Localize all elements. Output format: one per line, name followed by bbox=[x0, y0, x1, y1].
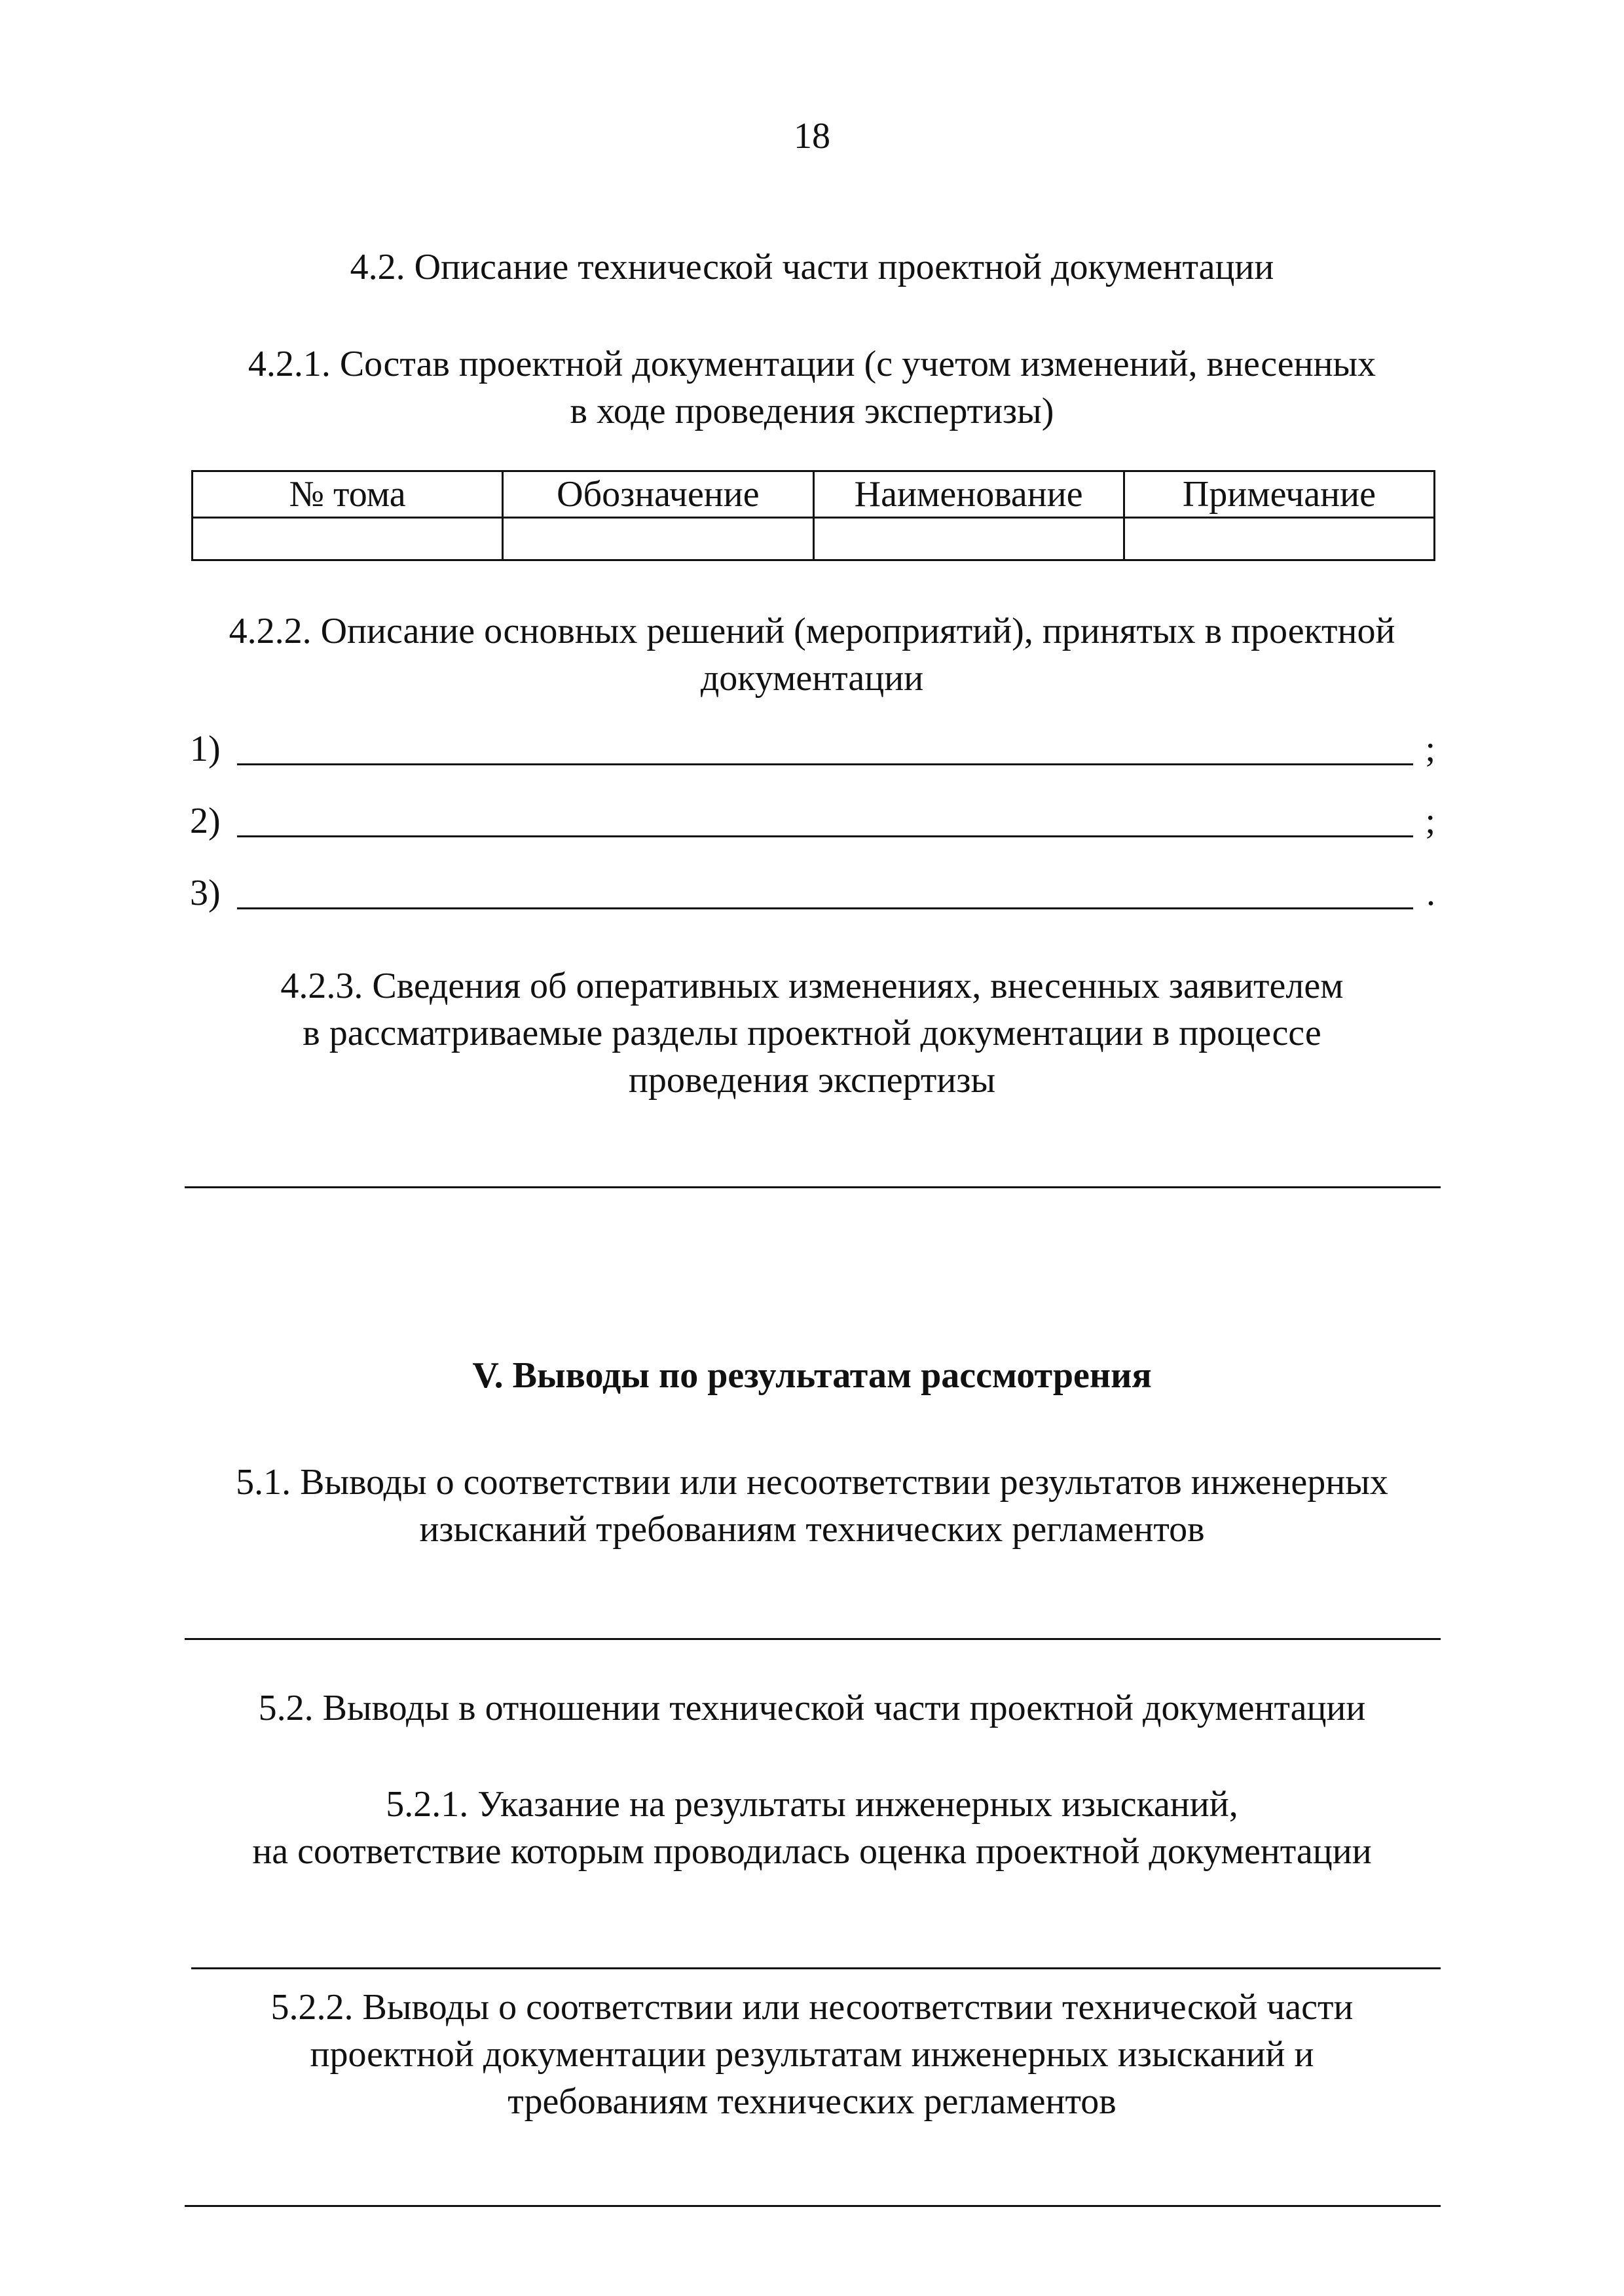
heading-5-1 bbox=[131, 1459, 1493, 1553]
heading-4-2-text: 4.2. Описание технической части проектной документации bbox=[350, 247, 1274, 287]
col-header-name: Наименование bbox=[813, 471, 1124, 518]
heading-4-2-2-line1: 4.2.2. Описание основных решений (мероприятий), принятых в проектной bbox=[229, 611, 1395, 651]
decision-item-blank-line bbox=[237, 835, 1413, 837]
heading-4-2-1-line2: в ходе проведения экспертизы) bbox=[570, 391, 1054, 431]
heading-4-2-3-line2: в рассматриваемые разделы проектной документации в процессе bbox=[303, 1013, 1321, 1053]
decision-item-end-mark: ; bbox=[1425, 729, 1435, 769]
table-cell-note bbox=[1124, 518, 1434, 560]
blank-line-5-2-1 bbox=[191, 1967, 1441, 1969]
heading-4-2-3 bbox=[131, 962, 1493, 1104]
heading-5-2-2-line3: требованиям технических регламентов bbox=[507, 2081, 1116, 2122]
col-header-note: Примечание bbox=[1124, 471, 1434, 518]
heading-5-2-2 bbox=[131, 1984, 1493, 2125]
col-header-designation: Обозначение bbox=[503, 471, 813, 518]
heading-5-2-2-line2: проектной документации результатам инженерных изысканий и bbox=[310, 2034, 1314, 2075]
decision-item-end-mark: ; bbox=[1425, 801, 1435, 841]
table-cell-designation bbox=[503, 518, 813, 560]
col-header-volume-no: № тома bbox=[193, 471, 503, 518]
table-header-row bbox=[193, 471, 1435, 518]
heading-4-2-3-line1: 4.2.3. Сведения об оперативных изменениях, внесенных заявителем bbox=[280, 966, 1344, 1006]
decision-item-2 bbox=[190, 797, 1441, 845]
heading-4-2-2 bbox=[131, 608, 1493, 702]
heading-4-2-2-line2: документации bbox=[700, 658, 924, 699]
heading-5-1-line1: 5.1. Выводы о соответствии или несоответствии результатов инженерных bbox=[236, 1462, 1388, 1503]
heading-5-2-1-line2: на соответствие которым проводилась оценка проектной документации bbox=[252, 1831, 1372, 1872]
decision-item-number: 2) bbox=[190, 801, 221, 841]
table-cell-volume-no bbox=[193, 518, 503, 560]
decision-item-1 bbox=[190, 725, 1441, 773]
heading-section-v: V. Выводы по результатам рассмотрения bbox=[472, 1355, 1152, 1396]
decision-item-blank-line bbox=[237, 907, 1413, 909]
blank-line-5-2-2 bbox=[185, 2205, 1441, 2207]
decision-item-number: 3) bbox=[190, 873, 221, 913]
heading-4-2-1-line1: 4.2.1. Состав проектной документации (с учетом изменений, внесенных bbox=[248, 344, 1376, 384]
table-row bbox=[193, 518, 1435, 560]
heading-5-2: 5.2. Выводы в отношении технической части проектной документации bbox=[258, 1688, 1366, 1728]
volumes-table bbox=[191, 470, 1435, 561]
decision-item-blank-line bbox=[237, 763, 1413, 765]
heading-4-2-1 bbox=[131, 340, 1493, 435]
blank-line-5-1 bbox=[185, 1638, 1441, 1640]
heading-5-1-line2: изысканий требованиям технических регламентов bbox=[419, 1509, 1205, 1550]
heading-5-2-1 bbox=[131, 1781, 1493, 1875]
decision-item-number: 1) bbox=[190, 729, 221, 769]
heading-5-2-2-line1: 5.2.2. Выводы о соответствии или несоответствии технической части bbox=[270, 1987, 1354, 2028]
heading-5-2-1-line1: 5.2.1. Указание на результаты инженерных изысканий, bbox=[386, 1784, 1238, 1825]
decision-item-3 bbox=[190, 869, 1441, 917]
decision-item-end-mark: . bbox=[1426, 873, 1435, 913]
blank-line-4-2-3 bbox=[185, 1186, 1441, 1188]
heading-4-2 bbox=[131, 244, 1493, 291]
heading-4-2-3-line3: проведения экспертизы bbox=[628, 1060, 996, 1101]
table-cell-name bbox=[813, 518, 1124, 560]
page-number: 18 bbox=[794, 116, 830, 156]
